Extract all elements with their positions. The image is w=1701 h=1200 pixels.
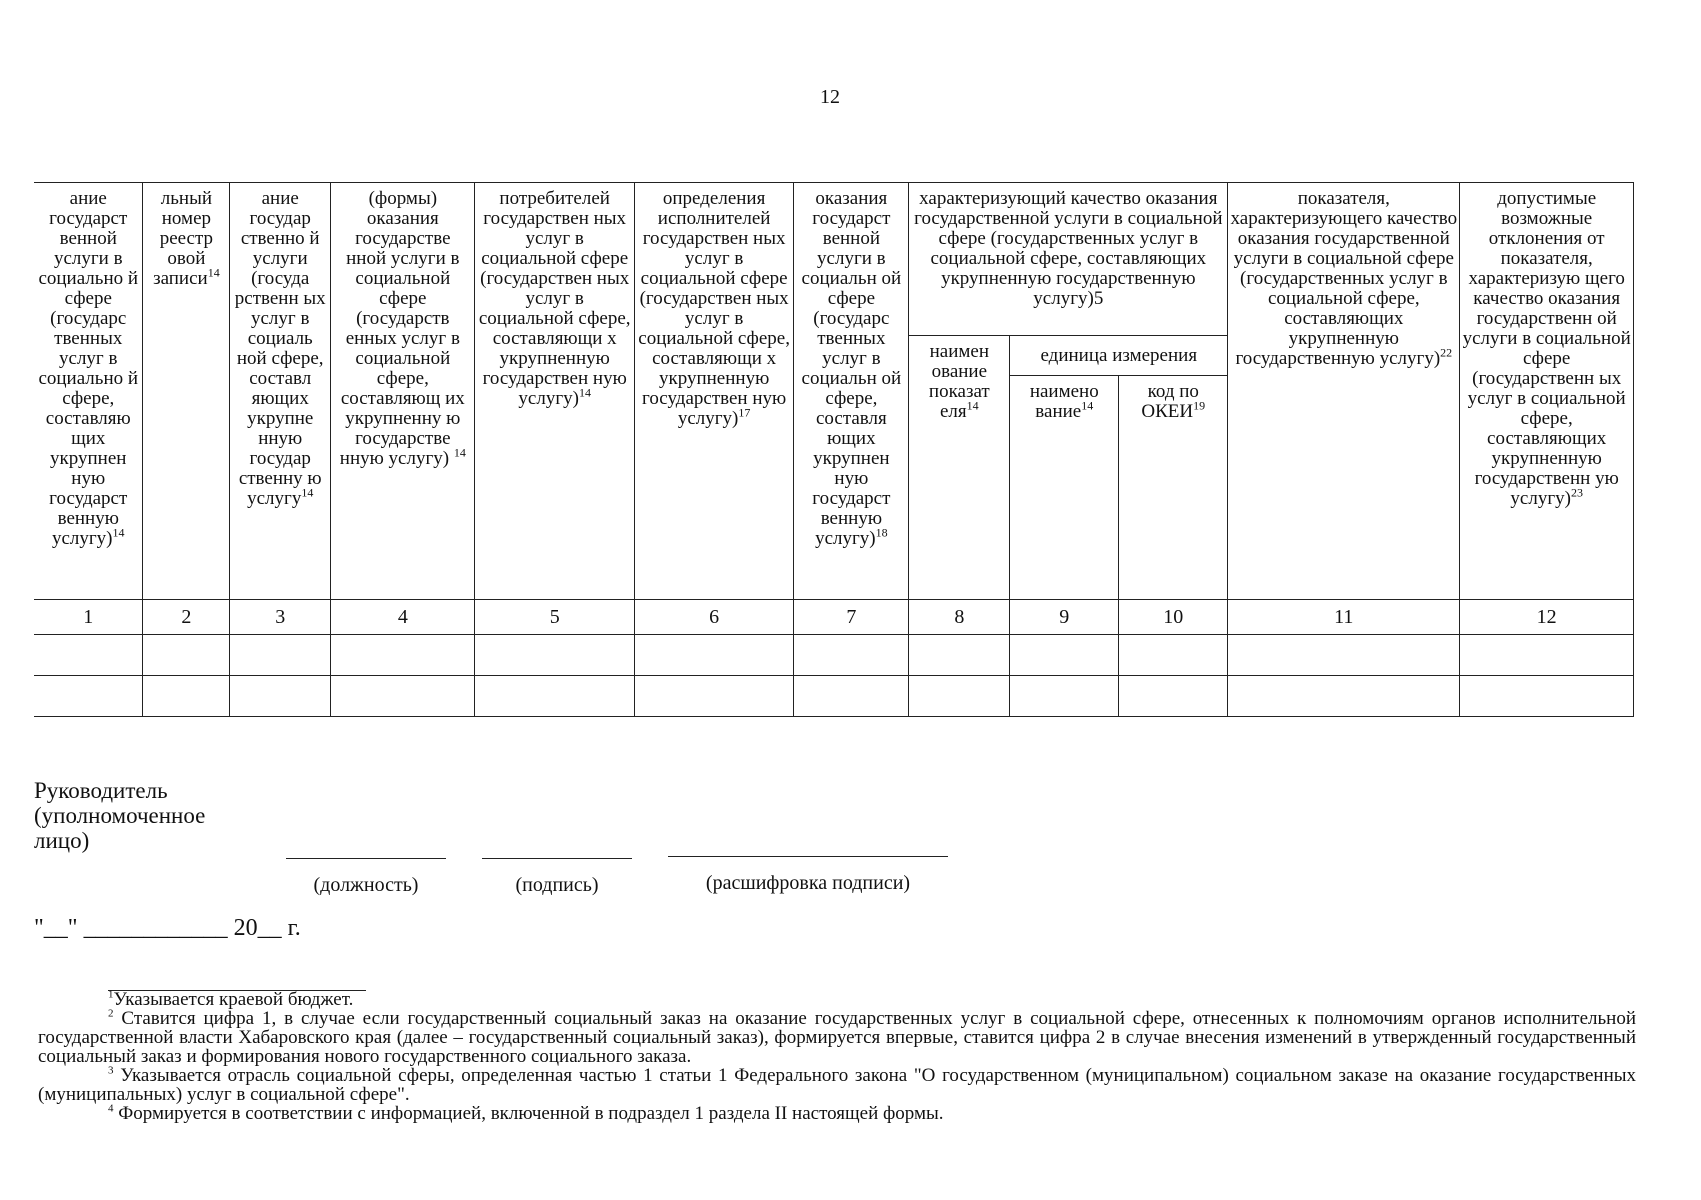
table-cell: [331, 676, 475, 717]
page-number: 12: [820, 86, 840, 108]
header-col-10: код по ОКЕИ$^{19}$: [1119, 376, 1228, 600]
header-col-8: наимен ование показат еля$^{14}$: [909, 336, 1010, 600]
column-number: 11: [1228, 600, 1460, 635]
table-cell: [1228, 635, 1460, 676]
table-cell: [1228, 676, 1460, 717]
signatory-title-line: лицо): [34, 828, 90, 853]
position-caption: (должность): [313, 874, 419, 896]
footnote: $^1$Указывается краевой бюджет.: [108, 988, 354, 1010]
column-number: 7: [794, 600, 909, 635]
header-col-11: показателя, характеризующего качество оказания государственной услуги в социальной сфере (государственных услуг в социальной сфере, составляющих укрупненную государственную услугу)$^{22}$: [1228, 183, 1460, 600]
table-cell: [34, 676, 143, 717]
column-number: 6: [634, 600, 793, 635]
table-cell: [143, 635, 230, 676]
table-cell: [143, 676, 230, 717]
footnotes: [38, 990, 1636, 1123]
column-numbers-row: [34, 600, 1634, 635]
column-number: 8: [909, 600, 1010, 635]
column-number: 4: [331, 600, 475, 635]
table-cell: [1010, 635, 1119, 676]
header-unit: единица измерения: [1010, 336, 1228, 376]
table-cell: [1119, 676, 1228, 717]
header-col-3: ание государ ственно й услуги (госуда рственн ых услуг в социаль ной сфере, составл яющих укрупне нную государ ственну ю услугу$^{14}$: [230, 183, 331, 600]
table-cell: [909, 676, 1010, 717]
signatory-title: [34, 778, 205, 853]
table-cell: [475, 676, 634, 717]
table-cell: [794, 676, 909, 717]
table-cell: [230, 676, 331, 717]
signatory-title-line: Руководитель: [34, 778, 168, 803]
table-cell: [634, 676, 793, 717]
column-number: 12: [1460, 600, 1634, 635]
signatory-title-line: (уполномоченное: [34, 803, 206, 828]
table-cell: [1010, 676, 1119, 717]
column-number: 2: [143, 600, 230, 635]
footnote: $^3$ Указывается отрасль социальной сферы, определенная частью 1 статьи 1 Федерального закона "О государственном (муниципальном) социальном заказе на оказание государственных (муниципальных) услуг в социальной сфере".: [38, 1064, 1637, 1105]
position-line[interactable]: [286, 858, 446, 859]
table-cell: [1460, 635, 1634, 676]
table-cell: [794, 635, 909, 676]
header-quality-indicator: характеризующий качество оказания государственной услуги в социальной сфере (государственных услуг в социальной сфере, составляющих укрупненную государственную услугу)5: [909, 183, 1228, 336]
table-row: [34, 676, 1634, 717]
decoding-line[interactable]: [668, 856, 948, 857]
header-col-1: ание государст венной услуги в социально й сфере (государс твенных услуг в социально й сфере, составляю щих укрупнен ную государст венную услугу)$^{14}$: [34, 183, 143, 600]
table-cell: [34, 635, 143, 676]
date-line[interactable]: "__" ____________ 20__ г.: [34, 915, 301, 941]
table-row: [34, 635, 1634, 676]
table-cell: [1119, 635, 1228, 676]
table-cell: [230, 635, 331, 676]
signature-line[interactable]: [482, 858, 632, 859]
signature-caption: (подпись): [515, 874, 599, 896]
table-cell: [634, 635, 793, 676]
header-col-7: оказания государст венной услуги в социальн ой сфере (государс твенных услуг в социальн ой сфере, составля ющих укрупнен ную государст венную услугу)$^{18}$: [794, 183, 909, 600]
header-col-12: допустимые возможные отклонения от показателя, характеризую щего качество оказания государственн ой услуги в социальной сфере (государственн ых услуг в социальной сфере, составляющих укрупненную государственн ую услугу)$^{23}$: [1460, 183, 1634, 600]
column-number: 10: [1119, 600, 1228, 635]
header-col-4: (формы) оказания государстве нной услуги в социальной сфере (государств енных услуг в социальной сфере, составляющ их укрупненну ю государстве нную услугу) $^{14}$: [331, 183, 475, 600]
header-col-9: наимено вание$^{14}$: [1010, 376, 1119, 600]
table-cell: [1460, 676, 1634, 717]
column-number: 1: [34, 600, 143, 635]
header-col-5: потребителей государствен ных услуг в социальной сфере (государствен ных услуг в социальной сфере, составляющи х укрупненную государствен ную услугу)$^{14}$: [475, 183, 634, 600]
data-table: [34, 182, 1634, 717]
table-cell: [909, 635, 1010, 676]
footnote: $^4$ Формируется в соответствии с информацией, включенной в подраздел 1 раздела II настоящей формы.: [108, 1102, 944, 1124]
header-col-2: льный номер реестр овой записи$^{14}$: [143, 183, 230, 600]
column-number: 5: [475, 600, 634, 635]
decoding-caption: (расшифровка подписи): [705, 872, 911, 894]
header-col-6: определения исполнителей государствен ных услуг в социальной сфере (государствен ных услуг в социальной сфере, составляющи х укрупненную государствен ную услугу)$^{17}$: [634, 183, 793, 600]
footnote: $^2$ Ставится цифра 1, в случае если государственный социальный заказ на оказание государственных услуг в социальной сфере, отнесенных к полномочиям органов исполнительной государственной власти Хабаровского края (далее – государственный социальный заказ), формируется впервые, ставится цифра 2 в случае внесения изменений в утвержденный государственный социальный заказ и формирования нового государственного социального заказа.: [38, 1007, 1637, 1067]
column-number: 3: [230, 600, 331, 635]
column-number: 9: [1010, 600, 1119, 635]
table-cell: [331, 635, 475, 676]
table-cell: [475, 635, 634, 676]
